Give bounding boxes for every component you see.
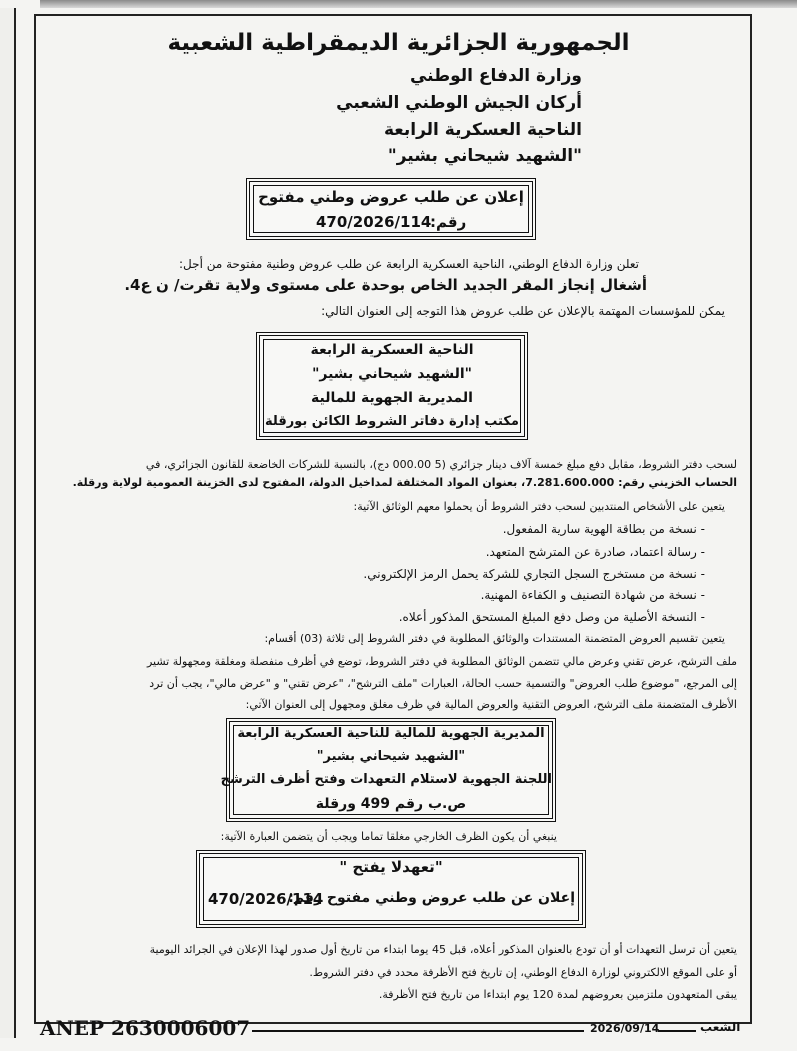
docs-item-5: - النسخة الأصلية من وصل دفع المبلغ المستحق المذكور أعلاه. <box>398 610 705 624</box>
docs-item-3: - نسخة من مستخرج السجل التجاري للشركة يحمل الرمز الإلكتروني. <box>363 567 705 581</box>
docs-item-2: - رسالة اعتماد، صادرة عن المترشح المتعهد. <box>485 545 705 559</box>
newspaper-name: الشعب <box>700 1020 741 1034</box>
envelope-ref-label: إعلان عن طلب عروض وطني مفتوح رقم: <box>288 890 575 906</box>
addr1-line2: "الشهيد شيحاني بشير" <box>312 366 472 382</box>
intro-line: تعلن وزارة الدفاع الوطني، الناحية العسكرية الرابعة عن طلب عروض وطنية مفتوحة من أجل: <box>179 257 639 271</box>
envelope-note: ينبغي أن يكون الظرف الخارجي مغلقا تماما ويجب أن يتضمن العبارة الآتية: <box>220 830 557 843</box>
submission-line-2: ملف الترشح، عرض تقني وعرض مالي تتضمن الوثائق المطلوبة في دفتر الشروط، توضع في أظرف منفصلة ومغلقة ومجهولة تشير <box>146 655 737 668</box>
submission-line-1: يتعين تقسيم العروض المتضمنة المستندات والوثائق المطلوبة في دفتر الشروط إلى ثلاثة (03) أقسام: <box>264 632 725 645</box>
staff-line: أركان الجيش الوطني الشعبي <box>336 93 582 113</box>
martyr-line: "الشهيد شيحاني بشير" <box>387 146 582 166</box>
republic-heading: الجمهورية الجزائرية الديمقراطية الشعبية <box>167 30 630 56</box>
ministry-line: وزارة الدفاع الوطني <box>409 66 582 86</box>
envelope-ref-number: 470/2026/114 <box>208 890 324 908</box>
docs-item-4: - نسخة من شهادة التصنيف و الكفاءة المهنية. <box>480 588 705 602</box>
addr2-line3: اللجنة الجهوية لاستلام التعهدات وفتح أظرف الترشح <box>220 772 552 787</box>
title-ref-label: رقم: <box>430 213 467 231</box>
addr2-line2: "الشهيد شيحاني بشير" <box>316 749 466 764</box>
adjacent-column-edge <box>0 8 16 1038</box>
project-line: أشغال إنجاز المقر الجديد الخاص بوحدة على مستوى ولاية تقرت/ ن ع4. <box>124 276 647 294</box>
intro-address-line: يمكن للمؤسسات المهتمة بالإعلان عن طلب عروض هذا التوجه إلى العنوان التالي: <box>321 304 725 318</box>
title-ref-number: 470/2026/114 <box>316 213 432 231</box>
title-line: إعلان عن طلب عروض وطني مفتوح <box>258 188 524 206</box>
anep-reference: ANEP 2630006007 <box>40 1016 251 1040</box>
submission-line-3: إلى المرجع، "موضوع طلب العروض" والتسمية حسب الحالة، العبارات "ملف الترشح"، "عرض تقني" و "عرض مالي"، يجب أن ترد <box>149 677 737 690</box>
addr1-line3: المديرية الجهوية للمالية <box>311 390 473 406</box>
closing-line-1: يتعين أن ترسل التعهدات أو أن تودع بالعنوان المذكور أعلاه، قبل 45 يوما ابتداء من تاريخ أول صدور لهذا الإعلان في الجرائد اليومية <box>149 943 737 956</box>
docs-item-1: - نسخة من بطاقة الهوية سارية المفعول. <box>502 522 705 536</box>
submission-line-4: الأظرف المتضمنة ملف الترشح، العروض التقنية والعروض المالية في ظرف مغلق ومجهول إلى العنوان الآتي: <box>245 698 737 711</box>
envelope-do-not-open: "تعهدلا يفتح " <box>339 858 443 876</box>
page-top-edge <box>40 0 797 8</box>
payment-line-2: الحساب الخزيني رقم: 7.281.600.000، بعنوان المواد المختلفة لمداخيل الدولة، المفتوح لدى الخزينة العمومية لولاية ورقلة. <box>72 476 737 489</box>
addr1-line4: مكتب إدارة دفاتر الشروط الكائن بورقلة <box>265 414 519 429</box>
payment-line-1: لسحب دفتر الشروط، مقابل دفع مبلغ خمسة آلاف دينار جزائري (5 000.00 دج)، بالنسبة للشركات الخاضعة للقانون الجزائري، في <box>145 458 737 471</box>
closing-line-3: يبقى المتعهدون ملتزمين بعروضهم لمدة 120 يوم ابتداءا من تاريخ فتح الأظرفة. <box>378 988 737 1001</box>
footer-date: 2026/09/14 <box>590 1022 660 1035</box>
region-line: الناحية العسكرية الرابعة <box>383 120 582 140</box>
footer-rule-right <box>658 1030 696 1032</box>
addr2-line1: المديرية الجهوية للمالية للناحية العسكرية الرابعة <box>237 726 545 741</box>
closing-line-2: أو على الموقع الالكتروني لوزارة الدفاع الوطني، إن تاريخ فتح الأظرفة محدد في دفتر الشروط. <box>309 966 737 979</box>
addr2-line4: ص.ب رقم 499 ورقلة <box>315 796 467 812</box>
footer-rule-left <box>252 1030 584 1032</box>
payment-line-3: يتعين على الأشخاص المنتدبين لسحب دفتر الشروط أن يحملوا معهم الوثائق الآتية: <box>353 500 725 513</box>
addr1-line1: الناحية العسكرية الرابعة <box>310 342 474 358</box>
